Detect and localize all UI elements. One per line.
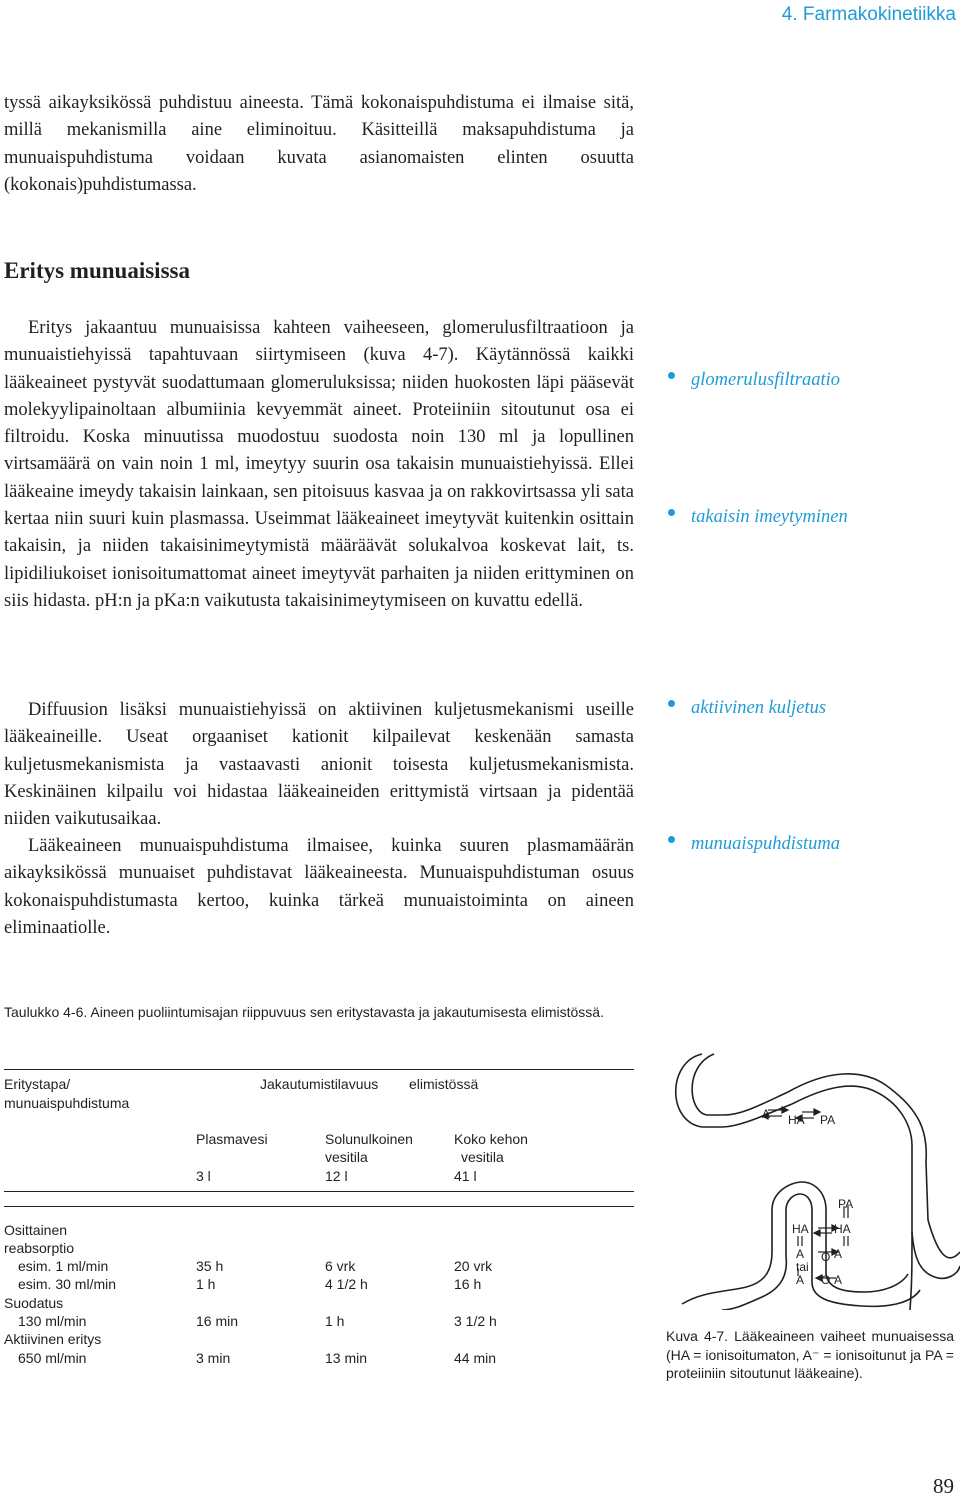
- label-ha: HA: [792, 1222, 809, 1236]
- tubule-wall: [682, 1210, 772, 1304]
- table-row-label: Osittainen: [4, 1222, 68, 1238]
- table-rule: [4, 1069, 634, 1070]
- running-header: 4. Farmakokinetiikka: [781, 4, 956, 25]
- label-pa: PA: [838, 1197, 854, 1211]
- table-header-cell: vesitila: [461, 1149, 504, 1165]
- table-row-label: esim. 30 ml/min: [18, 1276, 117, 1292]
- table-cell: 16 min: [196, 1313, 239, 1329]
- section-heading: Eritys munuaisissa: [4, 258, 190, 283]
- table-cell: 3 min: [196, 1350, 231, 1366]
- table-row-label: reabsorptio: [4, 1240, 75, 1256]
- table-header-cell: Solunulkoinen: [325, 1131, 413, 1147]
- table-cell: 3 1/2 h: [454, 1313, 497, 1329]
- table-header-cell: 41 l: [454, 1168, 477, 1184]
- table-header-cell: Plasmavesi: [196, 1131, 268, 1147]
- label-a-minus: A: [796, 1247, 805, 1261]
- body-paragraph: Lääkeaineen munuaispuhdistuma ilmaisee, kuinka suuren plasmamäärän aikayksikössä munuaiset puhdistavat lääkeaineesta. Munuaispuhdistuman osuus kokonaispuhdistumasta kertoo, kuinka tärkeä munuaistoiminta on aineen eliminaatiolle.: [4, 836, 634, 938]
- table-cell: 1 h: [325, 1313, 345, 1329]
- table-header-cell: vesitila: [325, 1149, 368, 1165]
- table-header-cell: elimistössä: [409, 1076, 479, 1092]
- margin-note: aktiivinen kuljetus: [668, 698, 826, 719]
- bullet-icon: [668, 700, 675, 707]
- table-row-label: Suodatus: [4, 1295, 64, 1311]
- bullet-icon: [668, 509, 675, 516]
- margin-note: glomerulusfiltraatio: [668, 370, 840, 391]
- table-caption: Taulukko 4-6. Aineen puoliintumisajan riippuvuus sen eritystavasta ja jakautumisesta elimistössä.: [4, 1004, 604, 1020]
- label-pa: PA: [820, 1113, 836, 1127]
- intro-paragraph: tyssä aikayksikössä puhdistuu aineesta. Tämä kokonaispuhdistuma ei ilmaise sitä, millä mekanismilla aine eliminoituu. Käsitteillä maksapuhdistuma ja munuaispuhdistuma voidaan kuvata asianomaisten elinten osuutta (kokonais)puhdistumassa.: [4, 93, 634, 195]
- label-o: O: [821, 1250, 831, 1264]
- bullet-icon: [668, 372, 675, 379]
- label-a-minus: A: [834, 1247, 843, 1261]
- table-cell: 35 h: [196, 1258, 224, 1274]
- table-header-cell: munuaispuhdistuma: [4, 1095, 130, 1111]
- nephron-diagram: [662, 1052, 960, 1310]
- table-cell: 1 h: [196, 1276, 216, 1292]
- table-header-cell: Eritystapa/: [4, 1076, 71, 1092]
- table-row-label: 650 ml/min: [18, 1350, 87, 1366]
- page-number: 89: [933, 1474, 954, 1498]
- label-ha: HA: [788, 1113, 805, 1127]
- table-rule: [4, 1191, 634, 1192]
- table-header-cell: 3 l: [196, 1168, 211, 1184]
- table-header-cell: Koko kehon: [454, 1131, 528, 1147]
- table-cell: 16 h: [454, 1276, 482, 1292]
- tubule-wall: [928, 1220, 960, 1258]
- label-a-minus: A: [762, 1107, 771, 1121]
- table-cell: 44 min: [454, 1350, 497, 1366]
- body-paragraph: Diffuusion lisäksi munuaistiehyissä on aktiivinen kuljetusmekanismi useille lääkeaineille. Useat orgaaniset kationit kilpailevat keskenään samasta kuljetusmekanismista ja vastaavasti anionit toisesta kuljetusmekanismista. Keskinäinen kilpailu voi hidastaa lääkeaineiden erittymistä virtsaan ja pidentää niiden vaikutusaikaa.: [4, 700, 634, 830]
- label-o: O: [821, 1273, 831, 1287]
- table-header-cell: 12 l: [325, 1168, 348, 1184]
- tubule-wall: [786, 1194, 812, 1210]
- body-paragraph: Eritys jakaantuu munuaisissa kahteen vaiheeseen, glomerulusfiltraatioon ja munuaistiehyissä tapahtuvaan siirtymiseen (kuva 4-7). Käytännössä kaikki lääkeaineet pystyvät suodattumaan glomeruluksissa; niiden huokosten läpi pääsevät molekyylipainoltaan albumiinia kevyemmät aineet. Proteiiniin sitoutunut osa ei filtroidu. Koska minuutissa muodostuu suodosta noin 130 ml ja lopullinen virtsamäärä on vain noin 1 ml, imeytyy suurin osa takaisin munuaistiehyissä. Ellei lääkeaine imeydy takaisin lainkaan, sen pitoisuus kasvaa ja on rakkovirtsassa yli sata kertaa niin suuri kuin plasmassa. Useimmat lääkeaineet imeytyvät kuitenkin osittain takaisin, ja niiden takaisinimeytymistä määräävät solukalvoa koskevat lait, ts. lipidiliukoiset ionisoitumattomat aineet imeytyvät parhaiten ja niiden erittyminen on siis hidasta. pH:n ja pKa:n vaikutusta takaisinimeytymiseen on kuvattu edellä.: [4, 318, 634, 611]
- arrow-icon: [814, 1230, 820, 1236]
- table-row-label: Aktiivinen eritys: [4, 1331, 102, 1347]
- tubule-wall: [692, 1054, 788, 1115]
- tubule-wall: [772, 1182, 826, 1210]
- figure-caption: Kuva 4-7. Lääkeaineen vaiheet munuaisessa (HA = ionisoitumaton, A⁻ = ionisoitunut ja PA = proteiiniin sitoutunut lääkeaine).: [666, 1328, 954, 1381]
- table-rule: [4, 1206, 634, 1207]
- label-a-minus: A: [834, 1273, 843, 1287]
- tubule-wall: [722, 1210, 786, 1310]
- table-cell: 20 vrk: [454, 1258, 493, 1274]
- label-a-minus: A: [796, 1273, 805, 1287]
- table-cell: 13 min: [325, 1350, 368, 1366]
- table-cell: 4 1/2 h: [325, 1276, 368, 1292]
- label-ha: HA: [834, 1222, 851, 1236]
- table-header-cell: Jakautumistilavuus: [260, 1076, 379, 1092]
- bullet-icon: [668, 836, 675, 843]
- table-row-label: esim. 1 ml/min: [18, 1258, 109, 1274]
- table-row-label: 130 ml/min: [18, 1313, 87, 1329]
- tubule-wall: [912, 1232, 960, 1278]
- table-cell: 6 vrk: [325, 1258, 356, 1274]
- margin-note: munuaispuhdistuma: [668, 834, 840, 855]
- label-tai: tai: [796, 1260, 809, 1274]
- margin-note: takaisin imeytyminen: [668, 507, 848, 528]
